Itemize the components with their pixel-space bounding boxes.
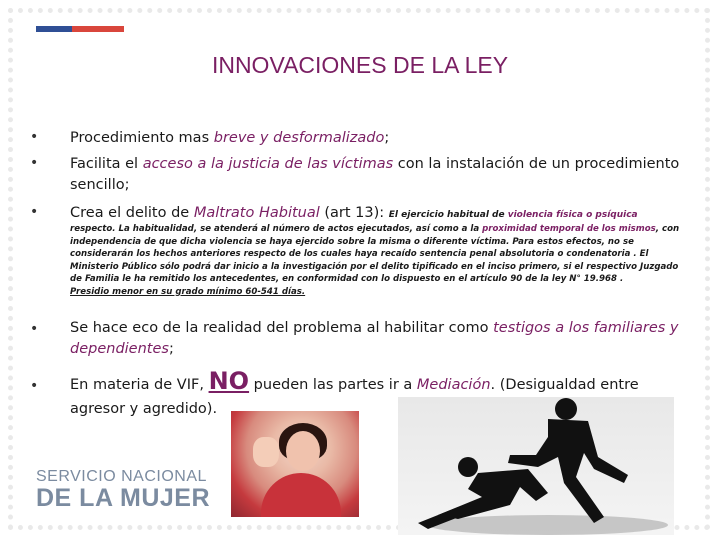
highlight-text: acceso a la justicia de las víctimas	[142, 156, 394, 172]
photo-violence-silhouette	[398, 397, 674, 535]
legal-note	[70, 223, 682, 298]
flag-stripe-red	[72, 26, 124, 32]
bullet-marker: •	[30, 321, 39, 337]
bullet-marker: •	[30, 155, 39, 171]
highlight-text: Maltrato Habitual	[193, 205, 320, 221]
bullet-text: con la instalación de un procedimiento sencillo;	[70, 156, 680, 193]
slide-title: INNOVACIONES DE LA LEY	[211, 52, 509, 78]
logo-line-1: SERVICIO NACIONAL	[36, 468, 207, 485]
silhouette-graphic	[398, 397, 674, 535]
legal-text: respecto. La habitualidad, se atenderá al número de actos ejecutados, así como a la	[70, 224, 483, 234]
highlight-text: violencia física o psíquica	[507, 210, 638, 220]
highlight-text: testigos a los familiares y dependientes	[70, 320, 679, 357]
flag-stripe-blue	[36, 26, 72, 32]
bullet-marker: •	[30, 129, 39, 145]
bullet-marker: •	[30, 378, 39, 394]
bullet-text: Crea el delito de	[70, 205, 194, 221]
highlight-text: proximidad temporal de los mismos	[482, 224, 656, 234]
bullet-text: pueden las partes ir a	[249, 377, 417, 393]
bullet-text: ;	[384, 130, 390, 146]
highlight-text: Mediación	[416, 377, 491, 393]
bullet-text: ;	[168, 341, 174, 357]
logo-line-2: DE LA MUJER	[36, 484, 211, 512]
photo-frightened-woman	[231, 411, 359, 517]
bullet-item-acceso-justicia	[70, 154, 690, 196]
emphasis-no: NO	[208, 367, 250, 395]
bullet-text: (art 13):	[319, 205, 389, 221]
bullet-text: . (Desigualdad entre agresor y agredido).	[70, 377, 639, 417]
highlight-text: breve y desformalizado	[213, 130, 385, 146]
legal-text-inline	[389, 210, 638, 220]
bullet-text: Facilita el	[70, 156, 143, 172]
bullet-item-testigos	[70, 318, 690, 360]
bullet-marker: •	[30, 204, 39, 220]
bullet-text: En materia de VIF,	[70, 377, 209, 393]
bullet-item-procedimiento	[70, 128, 690, 149]
logo-servicio-nacional-mujer	[36, 468, 210, 513]
penalty-text: Presidio menor en su grado mínimo 60-541 días.	[70, 286, 306, 297]
legal-text: El ejercicio habitual de	[388, 210, 508, 220]
bullet-text: Se hace eco de la realidad del problema al habilitar como	[70, 320, 494, 336]
bullet-text: Procedimiento mas	[70, 130, 214, 146]
legal-text: , con independencia de que dicha violencia se haya ejercido sobre la misma o diferente víctima. Para estos efectos, no se considerarán los hechos anteriores respecto de los cuales haya recaído sentencia penal absolutoria o condenatoria . El Ministerio Público sólo podrá dar inicio a la investigación por el delito tipificado en el inciso primero, si el respectivo Juzgado de Familia le ha remitido los antecedentes, en conformidad con lo dispuesto en el artículo 90 de la ley N° 19.968 .	[70, 224, 680, 284]
